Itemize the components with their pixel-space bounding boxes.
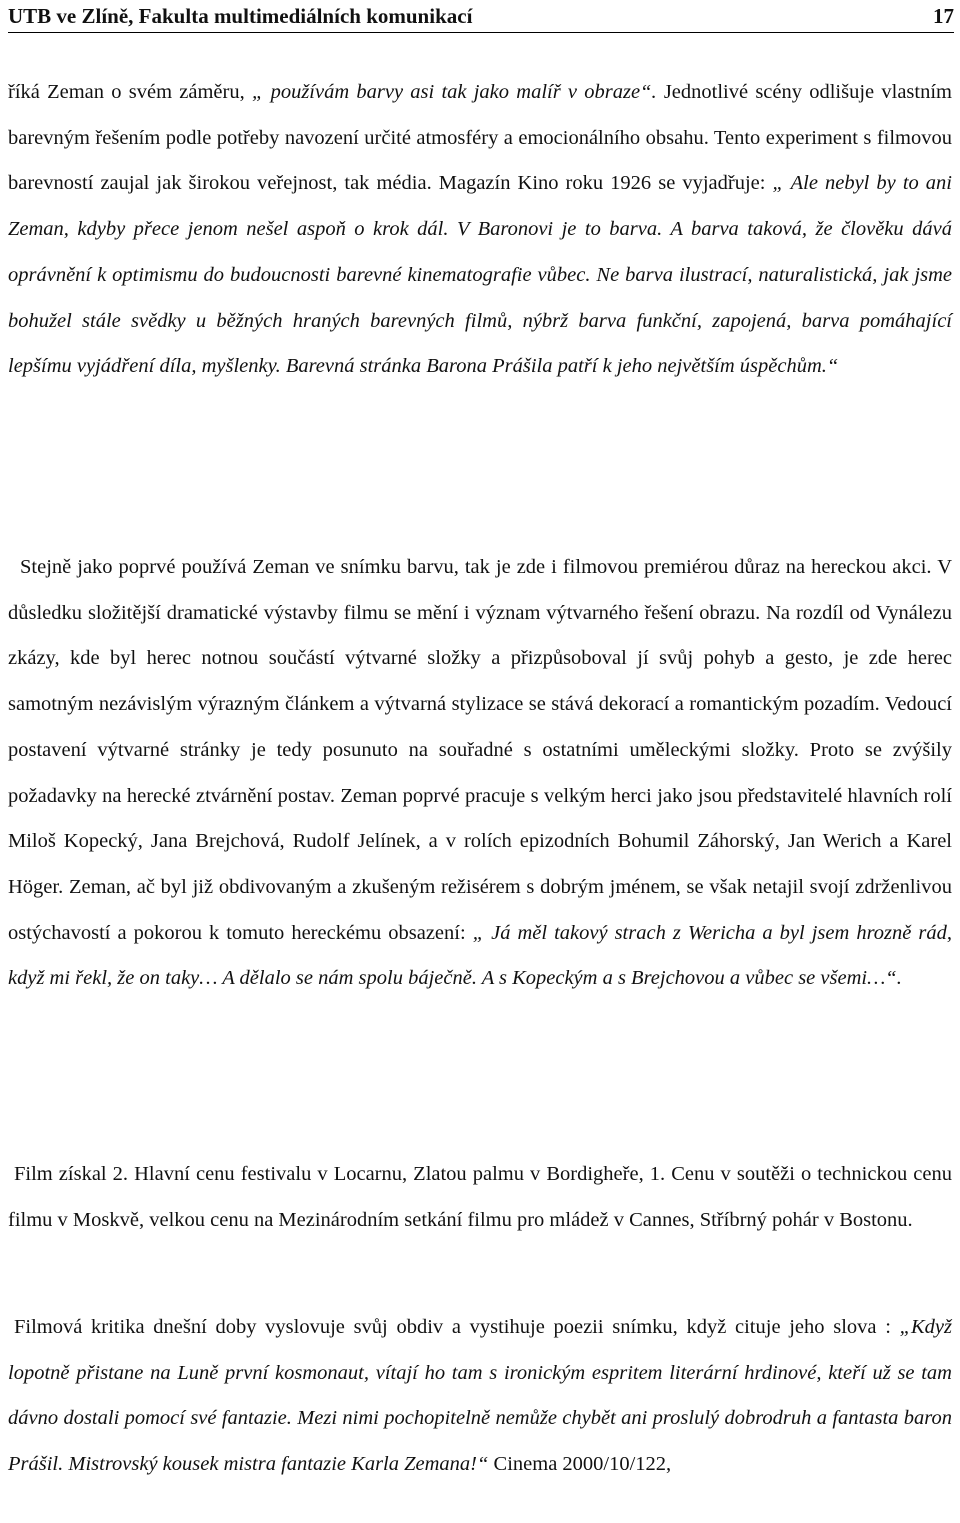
p1-text-1: říká Zeman o svém záměru, [8, 81, 252, 103]
p2-text-1: Stejně jako poprvé používá Zeman ve snímku barvu, tak je zde i filmovou premiérou důraz na hereckou akci. V důsledku složitější dramatické výstavby filmu se mění i význam výtvarného řešení obrazu. Na rozdíl od Vynálezu zkázy, kde byl herec notnou součástí výtvarné složky a přizpůsoboval jí svůj pohyb a gesto, je zde herec samotným nezávislým výrazným článkem a výtvarná stylizace se stává dekorací a romantickým pozadím. Vedoucí postavení výtvarné stránky je tedy posunuto na souřadné s ostatními uměleckými složky. Proto se zvýšily požadavky na herecké ztvárnění postav. Zeman poprvé pracuje s velkým herci jako jsou představitelé hlavních rolí Miloš Kopecký, Jana Brejchová, Rudolf Jelínek, a v rolích epizodních Bohumil Záhorský, Jan Werich a Karel Höger. Zeman, ač byl již obdivovaným a zkušeným režisérem s dobrým jménem, se však netajil svojí zdrženlivou ostýchavostí a pokorou k tomuto hereckému obsazení: [8, 556, 952, 944]
paragraph-3 [8, 1152, 952, 1243]
p3-text-1: Film získal 2. Hlavní cenu festivalu v Locarnu, Zlatou palmu v Bordigheře, 1. Cenu v soutěži o technickou cenu filmu v Moskvě, velkou cenu na Mezinárodním setkání filmu pro mládež v Cannes, Stříbrný pohár v Bostonu. [8, 1163, 952, 1231]
p4-text-1: Filmová kritika dnešní doby vyslovuje svůj obdiv a vystihuje poezii snímku, když cituje jeho slova : [14, 1316, 900, 1338]
page-number: 17 [933, 4, 954, 28]
paragraph-1 [8, 70, 952, 390]
p4-quote: „Když lopotně přistane na Luně první kosmonaut, vítají ho tam s ironickým espritem literární hrdinové, kteří už se tam dávno dostali pomocí své fantazie. Mezi nimi pochopitelně nemůže chybět ani proslulý dobrodruh a fantasta baron Prášil. Mistrovský kousek mistra fantazie Karla Zemana!“ [8, 1316, 952, 1476]
paragraph-2 [8, 545, 952, 1002]
header-title: UTB ve Zlíně, Fakulta multimediálních komunikací [8, 4, 473, 28]
p1-quote-1: „ používám barvy asi tak jako malíř v obraze“. [251, 81, 657, 103]
p4-citation: Cinema 2000/10/122, [488, 1453, 672, 1476]
p2-quote: „ Já měl takový strach z Wericha a byl jsem hrozně rád, když mi řekl, že on taky… A dělalo se nám spolu báječně. A s Kopeckým a s Brejchovou a vůbec se všemi…“. [8, 921, 952, 990]
p1-text-2: Jednotlivé scény odlišuje vlastním barevným řešením podle potřeby navození určité atmosféry a emocionálního obsahu. Tento experiment s filmovou barevností zaujal jak širokou veřejnost, tak média. Magazín Kino roku 1926 se vyjadřuje: [8, 81, 952, 195]
paragraph-4 [8, 1305, 952, 1488]
p1-quote-2: „ Ale nebyl by to ani Zeman, kdyby přece jenom nešel aspoň o krok dál. V Baronovi je to barva. A barva taková, že člověku dává oprávnění k optimismu do budoucnosti barevné kinematografie vůbec. Ne barva ilustrací, naturalistická, jak jsme bohužel stále svědky u běžných hraných barevných filmů, nýbrž barva funkční, zapojená, barva pomáhající lepšímu vyjádření díla, myšlenky. Barevná stránka Barona Prášila patří k jeho největším úspěchům.“ [8, 172, 953, 378]
page-header [8, 2, 954, 33]
